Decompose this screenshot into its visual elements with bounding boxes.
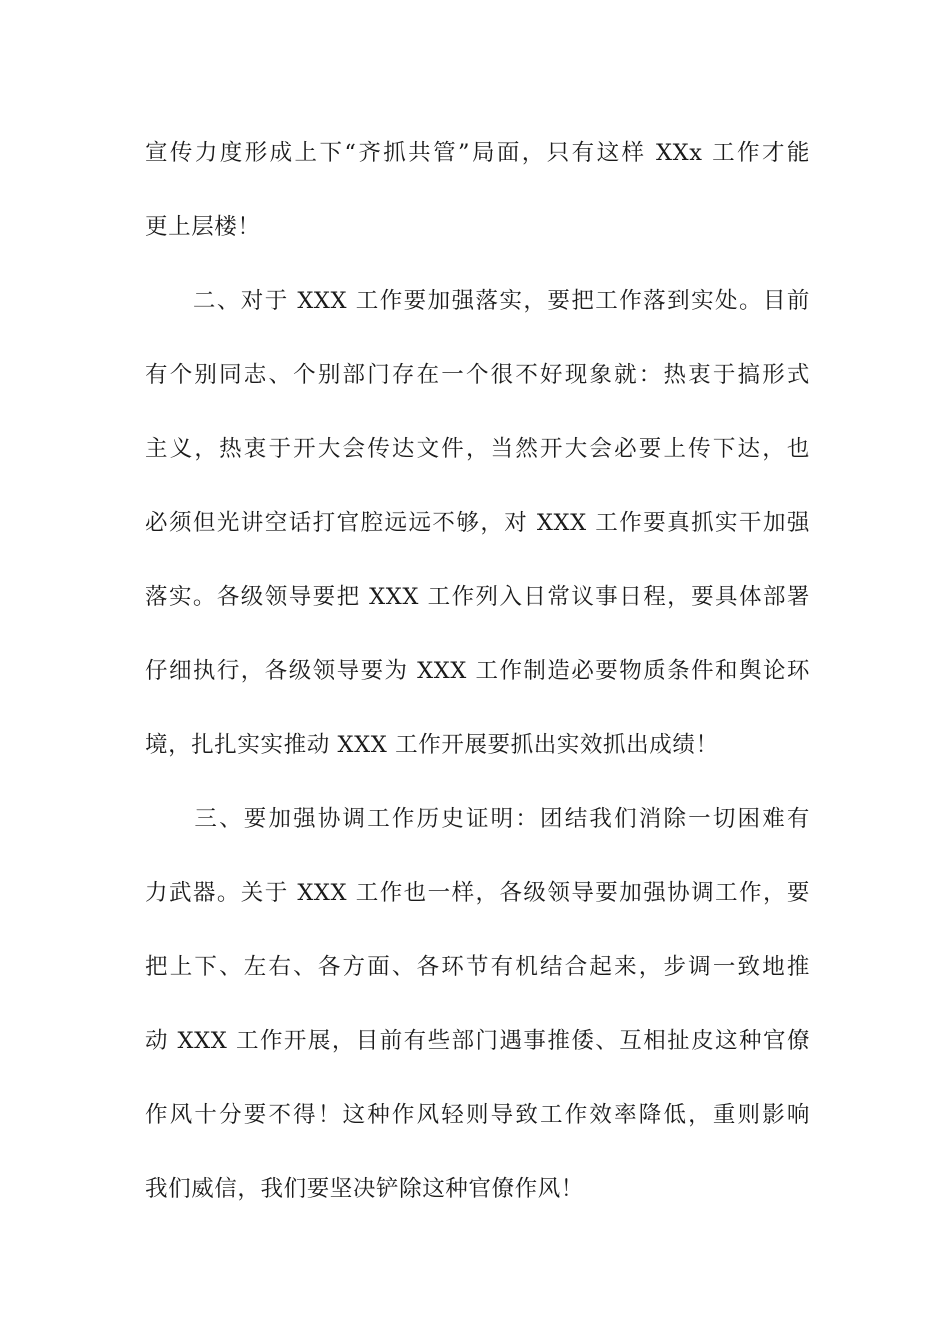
text-line-7: 落实。各级领导要把 XXX 工作列入日常议事日程，要具体部署: [145, 584, 810, 610]
text-line-10: 三、要加强协调工作历史证明：团结我们消除一切困难有: [145, 806, 810, 832]
text-line-14: 作风十分要不得！这种作风轻则导致工作效率降低，重则影响: [145, 1102, 810, 1128]
text-line-8: 仔细执行，各级领导要为 XXX 工作制造必要物质条件和舆论环: [145, 658, 810, 684]
text-line-13: 动 XXX 工作开展，目前有些部门遇事推倭、互相扯皮这种官僚: [145, 1028, 810, 1054]
text-line-12: 把上下、左右、各方面、各环节有机结合起来，步调一致地推: [145, 954, 810, 980]
text-line-1: 宣传力度形成上下“齐抓共管”局面，只有这样 XXx 工作才能: [145, 140, 810, 166]
body-text: [145, 120, 810, 1230]
text-line-9: 境，扎扎实实推动 XXX 工作开展要抓出实效抓出成绩！: [145, 732, 719, 758]
text-line-5: 主义，热衷于开大会传达文件，当然开大会必要上传下达，也: [145, 436, 810, 462]
text-line-11: 力武器。关于 XXX 工作也一样，各级领导要加强协调工作，要: [145, 880, 810, 906]
text-line-2: 更上层楼！: [145, 214, 261, 240]
text-line-3: 二、对于 XXX 工作要加强落实，要把工作落到实处。目前: [145, 288, 810, 314]
text-line-15: 我们威信，我们要坚决铲除这种官僚作风！: [145, 1176, 584, 1202]
text-line-4: 有个别同志、个别部门存在一个很不好现象就：热衷于搞形式: [145, 362, 810, 388]
text-line-6: 必须但光讲空话打官腔远远不够，对 XXX 工作要真抓实干加强: [145, 510, 810, 536]
